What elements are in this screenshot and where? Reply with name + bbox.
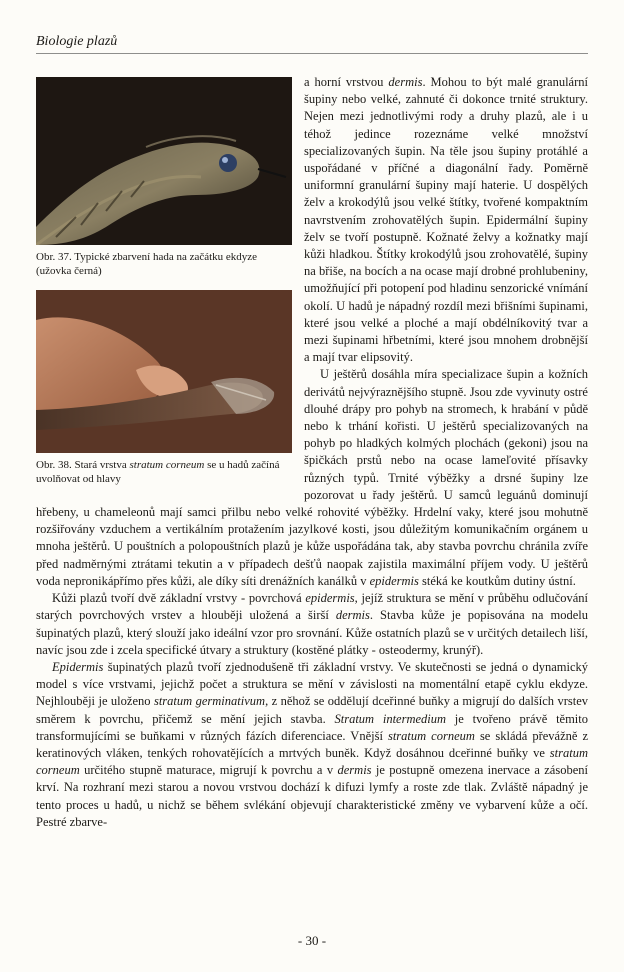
paragraph-3: Kůži plazů tvoří dvě základní vrstvy - povrchová epidermis, jejíž struktura se mění v průběhu odlučování starých povrchových vrstev a hlouběji uložená a širší dermis. Stavba kůže je popisována na modelu šupinatých plazů, který slouží jako ideální vzor pro srovnání. Kůže ostatních plazů se v určitých detailech liší, navíc jsou zde i zcela specifické útvary a struktury (kostěné plátky - osteodermy, krunýř). bbox=[36, 591, 588, 657]
paragraph-2: U ještěrů dosáhla míra specializace šupin a kožních derivátů nejvýraznějšího stupně. Jsou zde vyvinuty ostré dlouhé drápy pro pohyb na stromech, k hrabání v půdě nebo k trhání kořisti. U ještěrů specializovaných na pohyb po hladkých kolmých plochách (gekoni) jsou na špičkách prstů nebo na ocase lameľovité přísavky různých typů. Trnité výběžky a drsné šupiny lze pozorovat u řady ještěrů. U samců leguánů dominují hřebeny, u chameleonů mají samci přilbu nebo velké rohovité výběžky. Hrdelní vaky, které jsou mohutně rozšiřovány vzduchem a vertikálním protažením jazylkové kosti, jsou důležitým komunikačním orgánem u mnoha ještěrů. U pouštních a polopouštních plazů je kůže uspořádána tak, aby stavba povrchu chránila zvíře před nadměrnými ztrátami tekutin a v případech dešťů naopak zajistila maximální příjem vody. U ještěrů voda nepronikápřímo přes kůži, ale díky síti drenážních kanálků v epidermis stéká ke koutkům dutiny ústní. bbox=[36, 367, 588, 588]
figure-37-caption: Obr. 37. Typické zbarvení hada na začátku ekdyze (užovka černá) bbox=[36, 251, 258, 277]
header-rule bbox=[36, 53, 588, 54]
caption-term: stratum corneum bbox=[129, 459, 205, 471]
paragraph-4: Epidermis šupinatých plazů tvoří zjednodušeně tři základní vrstvy. Ve skutečnosti se jedná o dynamický model s více vrstvami, jejichž počet a struktura se mění v závislosti na momentální etapě cyklu ekdyze. Nejhlouběji je uloženo stratum germinativum, z něhož se oddělují dceřinné buňky a migrují do dalších vrstev směrem k povrchu, přičemž se mění jejich stavba. Stratum intermedium je tvořeno právě těmito transformujícími se buňkami v různých fázích diferenciace. Vnější stratum corneum se skládá převážně z keratinových vláken, tenkých rohovatějících a mrtvých buněk. Když dosáhnou dceřinné buňky ve stratum corneum určitého stupně maturace, migrují k povrchu a v dermis je postupně omezena inervace a zásobení krví. Na rozhraní mezi starou a novou vrstvou dochází k difuzi lymfy a roste zde tlak. Zvláště nápadný je tento proces u hadů, u nichž se během svlékání objevují charakteristické změny ve vybarvení kůže a očí. Pestré zbarve- bbox=[36, 659, 589, 829]
shedding-snake-photo bbox=[36, 290, 292, 453]
page-number: - 30 - bbox=[297, 933, 327, 948]
running-header: Biologie plazů bbox=[36, 34, 118, 49]
paragraph-1: a horní vrstvou dermis. Mohou to být malé granulární šupiny nebo velké, zahnuté či dokonce trnité struktury. Nejen mezi jednotlivými rody a druhy plazů, ale i u téhož jedince rozeznáme velké množství specializovaných šupin. Na těle jsou šupiny protáhlé a uspořádané v příčné a diagonální řady. Poměrně uniformní granulární šupiny mají haterie. U dospělých želv a krokodýlů jsou velké štítky, tvořené kompaktním navrstvením zrohovatělých šupin. Epidermální šupiny želv se tvoří postupně. Kožnaté želvy a kožnatky mají kůži hladkou. Štítky krokodýlů jsou zrohovatělé, šupiny na břiše, na bocích a na ocase mají drobné prohlubeniny, umožňující při potopení pod hladinu senzorické vnímání okolí. U hadů je nápadný rozdíl mezi břišními šupinami, které jsou velké a ploché a mají obdélníkovitý tvar a mezi šupinami hřbetními, které jsou mnohem drobnější a mají tvar elipsovitý. bbox=[304, 75, 588, 365]
figure-column bbox=[36, 77, 292, 490]
figure-38-caption bbox=[36, 458, 292, 486]
caption-text: Obr. 38. Stará vrstva bbox=[36, 459, 130, 471]
body-text bbox=[36, 74, 588, 831]
caption-text: se u hadů začíná uvolňovat od hlavy bbox=[36, 459, 280, 485]
snake-head-photo bbox=[36, 77, 292, 245]
